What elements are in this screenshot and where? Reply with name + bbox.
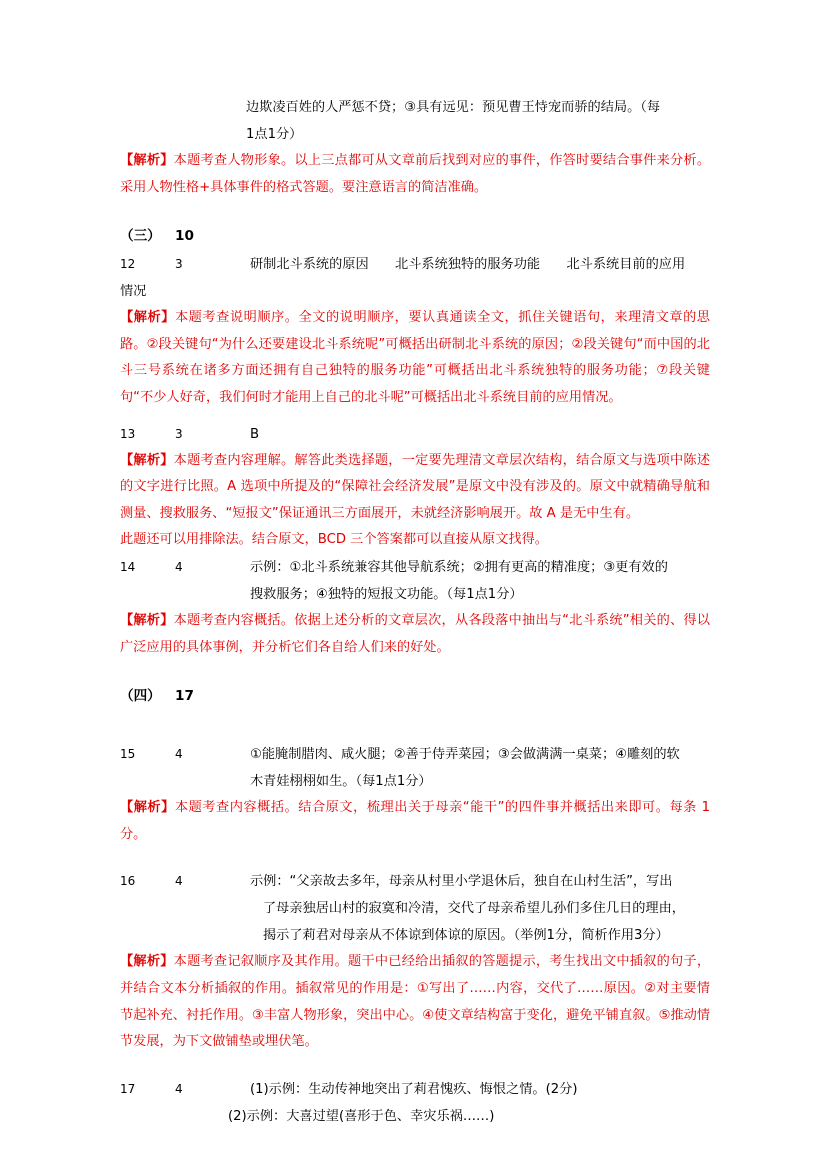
analysis-text: 本题考查内容概括。依据上述分析的文章层次，从各段落中抽出与“北斗系统”相关的、得以广泛应用的具体事例，并分析它们各自给人们来的好处。 xyxy=(120,612,710,655)
question-16-answer-continuation-1: 了母亲独居山村的寂寞和冷清，交代了母亲希望儿孙们多住几日的理由， xyxy=(263,901,685,917)
question-number: 17 xyxy=(120,1081,136,1096)
question-answer: 示例：①北斗系统兼容其他导航系统；②拥有更高的精准度；③更有效的 xyxy=(250,559,668,575)
question-row-16 xyxy=(120,868,710,895)
question-number: 14 xyxy=(120,559,136,574)
question-16-answer-continuation-2: 揭示了莉君对母亲从不体谅到体谅的原因。（举例1分，简析作用3分） xyxy=(263,928,669,944)
analysis-text: 本题考查内容理解。解答此类选择题，一定要先理清文章层次结构，结合原文与选项中陈述的文字进行比照。A 选项中所提及的“保障社会经济发展”是原文中没有涉及的。原文中就精确导航和测量、搜救服务、“短报文”保证通讯三方面展开，未就经济影响展开。故 A 是无中生有。 xyxy=(120,452,711,521)
question-answer: B xyxy=(250,426,260,442)
question-score: 4 xyxy=(175,1081,183,1096)
q12-analysis xyxy=(120,305,710,411)
section-score: 17 xyxy=(175,688,194,705)
q11-analysis xyxy=(120,148,710,201)
analysis-text: 本题考查说明顺序。全文的说明顺序，要认真通读全文，抓住关键语句，来理清文章的思路。②段关键句“为什么还要建设北斗系统呢”可概括出研制北斗系统的原因；②段关键句“而中国的北斗三号系统在诸多方面还拥有自己独特的服务功能”可概括出北斗系统独特的服务功能；⑦段关键句“不少人好奇，我们何时才能用上自己的北斗呢”可概括出北斗系统目前的应用情况。 xyxy=(120,310,710,405)
analysis-label: 【解析】 xyxy=(120,452,174,468)
analysis-text: 本题考查记叙顺序及其作用。题干中已经给出插叙的答题提示，考生找出文中插叙的句子，并结合文本分析插叙的作用。插叙常见的作用是：①写出了……内容，交代了……原因。②对主要情节起补充、衬托作用。③丰富人物形象，突出中心。④使文章结构富于变化，避免平铺直叙。⑤推动情节发展，为下文做铺垫或埋伏笔。 xyxy=(120,954,711,1050)
section-score: 10 xyxy=(175,228,194,245)
question-row-17 xyxy=(120,1076,710,1103)
analysis-text: 本题考查内容概括。结合原文，梳理出关于母亲“能干”的四件事并概括出来即可。每条 1 分。 xyxy=(120,800,711,842)
question-score: 4 xyxy=(175,559,183,574)
question-answer: 研制北斗系统的原因 北斗系统独特的服务功能 北斗系统目前的应用 xyxy=(250,257,686,273)
question-number: 12 xyxy=(120,257,136,272)
section-heading-three xyxy=(120,221,710,251)
question-number: 15 xyxy=(120,747,136,762)
analysis-label: 【解析】 xyxy=(120,954,174,970)
spacer xyxy=(120,1056,710,1076)
q16-analysis xyxy=(120,949,710,1055)
question-number: 16 xyxy=(120,874,136,889)
q13-extra-note: 此题还可以用排除法。结合原文，BCD 三个答案都可以直接从原文找得。 xyxy=(120,532,548,548)
spacer xyxy=(120,661,710,681)
question-number: 13 xyxy=(120,426,136,441)
section-label: （四） xyxy=(120,688,161,705)
question-answer: ①能腌制腊肉、咸火腿；②善于侍弄菜园；③会做满满一桌菜；④雕刻的软 xyxy=(250,747,680,763)
question-row-15 xyxy=(120,741,710,768)
question-12-answer-continuation: 情况 xyxy=(120,284,147,300)
question-score: 4 xyxy=(175,747,183,762)
spacer xyxy=(120,412,710,421)
question-15-answer-continuation: 木青娃栩栩如生。（每1点1分） xyxy=(250,774,432,790)
q11-answer-continuation-line2: 1点1分） xyxy=(246,127,303,142)
question-row-14 xyxy=(120,554,710,581)
spacer xyxy=(120,848,710,868)
spacer xyxy=(120,711,710,741)
analysis-label: 【解析】 xyxy=(120,800,175,816)
q14-analysis xyxy=(120,608,710,661)
question-score: 3 xyxy=(175,257,183,272)
q15-analysis xyxy=(120,795,710,848)
q11-answer-continuation-line1: 边欺凌百姓的人严惩不贷；③具有远见：预见曹王恃宠而骄的结局。（每 xyxy=(246,100,661,115)
analysis-label: 【解析】 xyxy=(120,612,174,628)
question-17-answer-part2: (2)示例：大喜过望(喜形于色、幸灾乐祸……) xyxy=(228,1108,495,1124)
analysis-text: 本题考查人物形象。以上三点都可从文章前后找到对应的事件，作答时要结合事件来分析。采用人物性格+具体事件的格式答题。要注意语言的简洁准确。 xyxy=(120,153,711,195)
question-score: 4 xyxy=(175,874,183,889)
q13-analysis xyxy=(120,448,710,528)
question-score: 3 xyxy=(175,426,183,441)
question-answer: (1)示例：生动传神地突出了莉君愧疚、悔恨之情。(2分) xyxy=(250,1081,578,1097)
spacer xyxy=(120,201,710,221)
section-label: （三） xyxy=(120,228,161,245)
analysis-label: 【解析】 xyxy=(120,153,174,168)
section-heading-four xyxy=(120,681,710,711)
question-row-13 xyxy=(120,421,710,448)
question-row-12 xyxy=(120,251,710,278)
question-14-answer-continuation: 搜救服务；④独特的短报文功能。（每1点1分） xyxy=(250,586,523,602)
analysis-label: 【解析】 xyxy=(120,310,175,326)
question-answer: 示例：“父亲故去多年，母亲从村里小学退休后，独自在山村生活”，写出 xyxy=(250,874,673,890)
page-content xyxy=(120,94,710,1130)
